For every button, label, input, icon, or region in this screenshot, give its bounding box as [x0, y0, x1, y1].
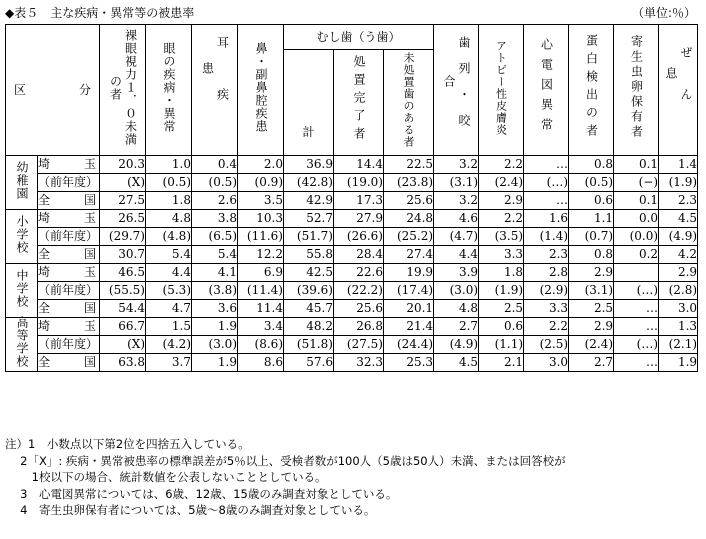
- table-cell: (0.9): [238, 174, 284, 192]
- footnote-3: 3 心電図異常については、6歳、12歳、15歳のみ調査対象としている。: [5, 486, 398, 501]
- table-cell: 25.6: [334, 300, 384, 318]
- table-cell: 0.8: [569, 156, 614, 174]
- table-cell: …: [524, 156, 569, 174]
- table-cell: 2.0: [238, 156, 284, 174]
- table-row: [6, 354, 698, 372]
- table-cell: 4.5: [659, 210, 698, 228]
- table-cell: 3.0: [524, 354, 569, 372]
- table-row: [6, 174, 698, 192]
- table-cell: 2.2: [524, 318, 569, 336]
- table-cell: (51.8): [284, 336, 334, 354]
- group-label: [6, 210, 38, 264]
- col-ecg: [524, 25, 569, 156]
- table-cell: 3.3: [524, 300, 569, 318]
- table-cell: 2.9: [569, 318, 614, 336]
- group-name: 中学校: [15, 268, 29, 308]
- table-cell: (−): [614, 174, 659, 192]
- table-cell: (X): [100, 174, 146, 192]
- table-cell: 8.6: [238, 354, 284, 372]
- category-header: [6, 25, 100, 156]
- row-label-b: 国: [83, 247, 96, 261]
- row-label-b: 国: [83, 355, 96, 369]
- table-cell: 5.4: [146, 246, 192, 264]
- table-cell: 3.6: [192, 300, 238, 318]
- table-cell: 1.3: [659, 318, 698, 336]
- table-cell: (25.2): [384, 228, 434, 246]
- table-cell: 17.3: [334, 192, 384, 210]
- table-cell: (23.8): [384, 174, 434, 192]
- table-cell: (0.5): [569, 174, 614, 192]
- table-cell: 27.5: [100, 192, 146, 210]
- col-asthma-label: ぜん息: [664, 45, 694, 130]
- table-cell: 0.8: [569, 246, 614, 264]
- table-cell: (24.4): [384, 336, 434, 354]
- row-label-a: 埼: [38, 265, 51, 279]
- col-asthma: [659, 25, 698, 156]
- footnote-2: 2「X」: 疾病・異常被患率の標準誤差が5％以上、受検者数が100人（5歳は50人）未満、または回答校が: [5, 453, 566, 468]
- table-cell: (2.1): [659, 336, 698, 354]
- table-cell: 57.6: [284, 354, 334, 372]
- col-nose-disease: [238, 25, 284, 156]
- col-caries-total: [284, 50, 334, 156]
- col-eye-disease-label: 眼の疾病・異常: [162, 42, 176, 133]
- table-cell: 1.8: [479, 264, 524, 282]
- row-label-a: 埼: [38, 211, 51, 225]
- row-label-b: 玉: [83, 319, 96, 333]
- table-cell: 1.8: [146, 192, 192, 210]
- table-cell: 2.8: [524, 264, 569, 282]
- row-label: [38, 336, 100, 354]
- table-cell: 52.7: [284, 210, 334, 228]
- table-cell: (27.5): [334, 336, 384, 354]
- table-cell: (2.5): [524, 336, 569, 354]
- row-label: [38, 246, 100, 264]
- table-cell: (…): [614, 282, 659, 300]
- table-cell: 4.4: [434, 246, 479, 264]
- table-cell: …: [524, 192, 569, 210]
- table-cell: 11.4: [238, 300, 284, 318]
- row-label-a: （前年度）: [38, 337, 99, 351]
- col-atopic-label: アトピー性皮膚炎: [494, 39, 508, 136]
- table-cell: 2.7: [434, 318, 479, 336]
- table-cell: 32.3: [334, 354, 384, 372]
- table-cell: 2.7: [569, 354, 614, 372]
- table-cell: (2.8): [659, 282, 698, 300]
- table-cell: 66.7: [100, 318, 146, 336]
- table-cell: (55.5): [100, 282, 146, 300]
- table-row: [6, 156, 698, 174]
- table-cell: 4.1: [192, 264, 238, 282]
- table-cell: (4.7): [434, 228, 479, 246]
- table-cell: 3.4: [238, 318, 284, 336]
- table-cell: (6.5): [192, 228, 238, 246]
- group-label: [6, 156, 38, 210]
- table-cell: 2.2: [479, 156, 524, 174]
- table-cell: (4.8): [146, 228, 192, 246]
- table-cell: 24.8: [384, 210, 434, 228]
- table-cell: 19.9: [384, 264, 434, 282]
- row-label: [38, 228, 100, 246]
- table-cell: 21.4: [384, 318, 434, 336]
- table-cell: (3.8): [192, 282, 238, 300]
- col-naked-eye: [100, 25, 146, 156]
- col-ear-disease-label: 耳疾患: [200, 35, 230, 140]
- table-cell: 42.9: [284, 192, 334, 210]
- table-cell: 26.8: [334, 318, 384, 336]
- group-name: 幼稚園: [15, 160, 29, 200]
- col-protein-label: 蛋白検出の者: [584, 33, 599, 142]
- table-cell: 0.1: [614, 192, 659, 210]
- table-cell: (3.0): [434, 282, 479, 300]
- table-cell: (1.9): [659, 174, 698, 192]
- table-cell: …: [614, 300, 659, 318]
- table-cell: 2.2: [479, 210, 524, 228]
- table-cell: 20.3: [100, 156, 146, 174]
- table-cell: 22.6: [334, 264, 384, 282]
- col-atopic: [479, 25, 524, 156]
- footnote-4: 4 寄生虫卵保有者については、5歳〜8歳のみ調査対象としている。: [5, 503, 376, 517]
- table-cell: 45.7: [284, 300, 334, 318]
- table-cell: 2.5: [569, 300, 614, 318]
- table-cell: 22.5: [384, 156, 434, 174]
- table-cell: 46.5: [100, 264, 146, 282]
- table-cell: 12.2: [238, 246, 284, 264]
- col-teeth-alignment-label: 歯列・咬合: [442, 35, 472, 140]
- table-cell: 3.5: [238, 192, 284, 210]
- table-cell: 2.3: [659, 192, 698, 210]
- table-cell: 6.9: [238, 264, 284, 282]
- table-cell: 54.4: [100, 300, 146, 318]
- row-label: [38, 318, 100, 336]
- table-cell: 0.0: [614, 210, 659, 228]
- group-label: [6, 318, 38, 372]
- table-cell: 14.4: [334, 156, 384, 174]
- table-cell: (5.3): [146, 282, 192, 300]
- row-label: [38, 354, 100, 372]
- row-label-a: （前年度）: [38, 175, 99, 189]
- row-label-a: （前年度）: [38, 229, 99, 243]
- table-cell: 1.4: [659, 156, 698, 174]
- col-caries-treated-label: 処置完了者: [352, 55, 366, 145]
- footnote-1: 注）1 小数点以下第2位を四捨五入している。: [5, 437, 250, 451]
- table-row: [6, 300, 698, 318]
- table-cell: 25.6: [384, 192, 434, 210]
- col-ecg-label: 心電図異常: [539, 37, 554, 138]
- group-name: 高等学校: [15, 316, 29, 368]
- table-cell: 63.8: [100, 354, 146, 372]
- group-name: 小学校: [15, 214, 29, 254]
- table-cell: 27.9: [334, 210, 384, 228]
- table-cell: (8.6): [238, 336, 284, 354]
- table-cell: (29.7): [100, 228, 146, 246]
- category-right-label: 分: [78, 82, 91, 97]
- row-label-a: 全: [38, 355, 51, 369]
- col-protein: [569, 25, 614, 156]
- table-cell: (1.4): [524, 228, 569, 246]
- table-cell: (4.9): [434, 336, 479, 354]
- col-caries-group: むし歯（う歯）: [284, 25, 434, 50]
- unit-label: （単位:％）: [631, 6, 696, 20]
- table-cell: (3.0): [192, 336, 238, 354]
- row-label-a: 全: [38, 247, 51, 261]
- col-parasite: [614, 25, 659, 156]
- table-title: ◆表５ 主な疾病・異常等の被患率: [5, 6, 195, 20]
- table-cell: 2.1: [479, 354, 524, 372]
- table-cell: 25.3: [384, 354, 434, 372]
- table-cell: 48.2: [284, 318, 334, 336]
- table-cell: [614, 264, 659, 282]
- row-label-a: 埼: [38, 157, 51, 171]
- row-label-b: 玉: [83, 157, 96, 171]
- table-cell: 2.9: [659, 264, 698, 282]
- footnotes: [5, 436, 566, 519]
- col-caries-total-label: 計: [302, 125, 315, 139]
- table-cell: 2.6: [192, 192, 238, 210]
- table-cell: 3.8: [192, 210, 238, 228]
- row-label-b: 玉: [83, 211, 96, 225]
- row-label-b: 玉: [83, 265, 96, 279]
- table-cell: (1.1): [479, 336, 524, 354]
- table-cell: (3.1): [434, 174, 479, 192]
- row-label-a: 全: [38, 301, 51, 315]
- col-naked-eye-label: 裸眼視力１．０未満の者: [108, 29, 138, 146]
- row-label: [38, 192, 100, 210]
- table-cell: (0.0): [614, 228, 659, 246]
- table-cell: 4.2: [659, 246, 698, 264]
- table-cell: 1.9: [659, 354, 698, 372]
- table-cell: 2.9: [569, 264, 614, 282]
- table-row: [6, 228, 698, 246]
- table-cell: 1.9: [192, 354, 238, 372]
- table-cell: (11.6): [238, 228, 284, 246]
- row-label: [38, 282, 100, 300]
- table-cell: 10.3: [238, 210, 284, 228]
- table-cell: 4.5: [434, 354, 479, 372]
- table-row: [6, 264, 698, 282]
- col-nose-disease-label: 鼻・副鼻腔疾患: [254, 42, 268, 133]
- col-teeth-alignment: [434, 25, 479, 156]
- table-cell: 0.1: [614, 156, 659, 174]
- table-cell: 3.7: [146, 354, 192, 372]
- row-label-a: 埼: [38, 319, 51, 333]
- table-cell: 5.4: [192, 246, 238, 264]
- table-cell: 3.9: [434, 264, 479, 282]
- table-row: [6, 318, 698, 336]
- row-label: [38, 210, 100, 228]
- table-cell: (3.5): [479, 228, 524, 246]
- table-cell: 28.4: [334, 246, 384, 264]
- row-label-b: 国: [83, 193, 96, 207]
- table-cell: (2.4): [479, 174, 524, 192]
- table-cell: 2.5: [479, 300, 524, 318]
- table-cell: 30.7: [100, 246, 146, 264]
- table-cell: 3.2: [434, 192, 479, 210]
- col-caries-treated: [334, 50, 384, 156]
- row-label-b: 国: [83, 301, 96, 315]
- table-cell: (…): [614, 336, 659, 354]
- table-cell: (17.4): [384, 282, 434, 300]
- row-label: [38, 264, 100, 282]
- group-label: [6, 264, 38, 318]
- category-left-label: 区: [14, 82, 27, 97]
- table-cell: (X): [100, 336, 146, 354]
- table-cell: 3.3: [479, 246, 524, 264]
- table-cell: (0.7): [569, 228, 614, 246]
- table-cell: 4.7: [146, 300, 192, 318]
- table-cell: (26.6): [334, 228, 384, 246]
- table-cell: 4.6: [434, 210, 479, 228]
- table-cell: (0.5): [192, 174, 238, 192]
- table-cell: 0.6: [569, 192, 614, 210]
- table-cell: 36.9: [284, 156, 334, 174]
- table-cell: (22.2): [334, 282, 384, 300]
- table-cell: (2.4): [569, 336, 614, 354]
- table-row: [6, 192, 698, 210]
- table-cell: 4.4: [146, 264, 192, 282]
- row-label: [38, 300, 100, 318]
- table-cell: 0.6: [479, 318, 524, 336]
- table-cell: …: [614, 354, 659, 372]
- col-parasite-label: 寄生虫卵保有者: [629, 35, 644, 140]
- table-cell: 2.3: [524, 246, 569, 264]
- table-cell: 0.4: [192, 156, 238, 174]
- table-cell: (42.8): [284, 174, 334, 192]
- table-cell: (3.1): [569, 282, 614, 300]
- table-cell: …: [614, 318, 659, 336]
- table-cell: 4.8: [434, 300, 479, 318]
- table-cell: (11.4): [238, 282, 284, 300]
- table-cell: (1.9): [479, 282, 524, 300]
- row-label: [38, 174, 100, 192]
- table-row: [6, 336, 698, 354]
- table-cell: (…): [524, 174, 569, 192]
- table-cell: 1.0: [146, 156, 192, 174]
- row-label-a: （前年度）: [38, 283, 99, 297]
- table-row: [6, 210, 698, 228]
- table-cell: (4.9): [659, 228, 698, 246]
- table-cell: 1.9: [192, 318, 238, 336]
- footnote-2-cont: 1校以下の場合、統計数値を公表しないこととしている。: [5, 470, 327, 484]
- table-row: [6, 246, 698, 264]
- table-cell: (51.7): [284, 228, 334, 246]
- table-cell: 20.1: [384, 300, 434, 318]
- table-cell: 26.5: [100, 210, 146, 228]
- table-cell: 4.8: [146, 210, 192, 228]
- row-label-a: 全: [38, 193, 51, 207]
- table-cell: 1.6: [524, 210, 569, 228]
- table-cell: (19.0): [334, 174, 384, 192]
- table-cell: 1.1: [569, 210, 614, 228]
- col-eye-disease: [146, 25, 192, 156]
- table-row: [6, 282, 698, 300]
- table-cell: (4.2): [146, 336, 192, 354]
- row-label: [38, 156, 100, 174]
- disease-rate-table: [5, 24, 698, 372]
- table-cell: 42.5: [284, 264, 334, 282]
- table-cell: (2.9): [524, 282, 569, 300]
- table-cell: 3.2: [434, 156, 479, 174]
- col-ear-disease: [192, 25, 238, 156]
- col-caries-untreated: [384, 50, 434, 156]
- table-cell: 0.2: [614, 246, 659, 264]
- table-cell: 55.8: [284, 246, 334, 264]
- table-cell: 3.0: [659, 300, 698, 318]
- table-cell: 27.4: [384, 246, 434, 264]
- table-cell: 1.5: [146, 318, 192, 336]
- table-cell: (0.5): [146, 174, 192, 192]
- table-cell: (39.6): [284, 282, 334, 300]
- col-caries-untreated-label: 未処置歯のある者: [402, 52, 416, 148]
- table-cell: 2.9: [479, 192, 524, 210]
